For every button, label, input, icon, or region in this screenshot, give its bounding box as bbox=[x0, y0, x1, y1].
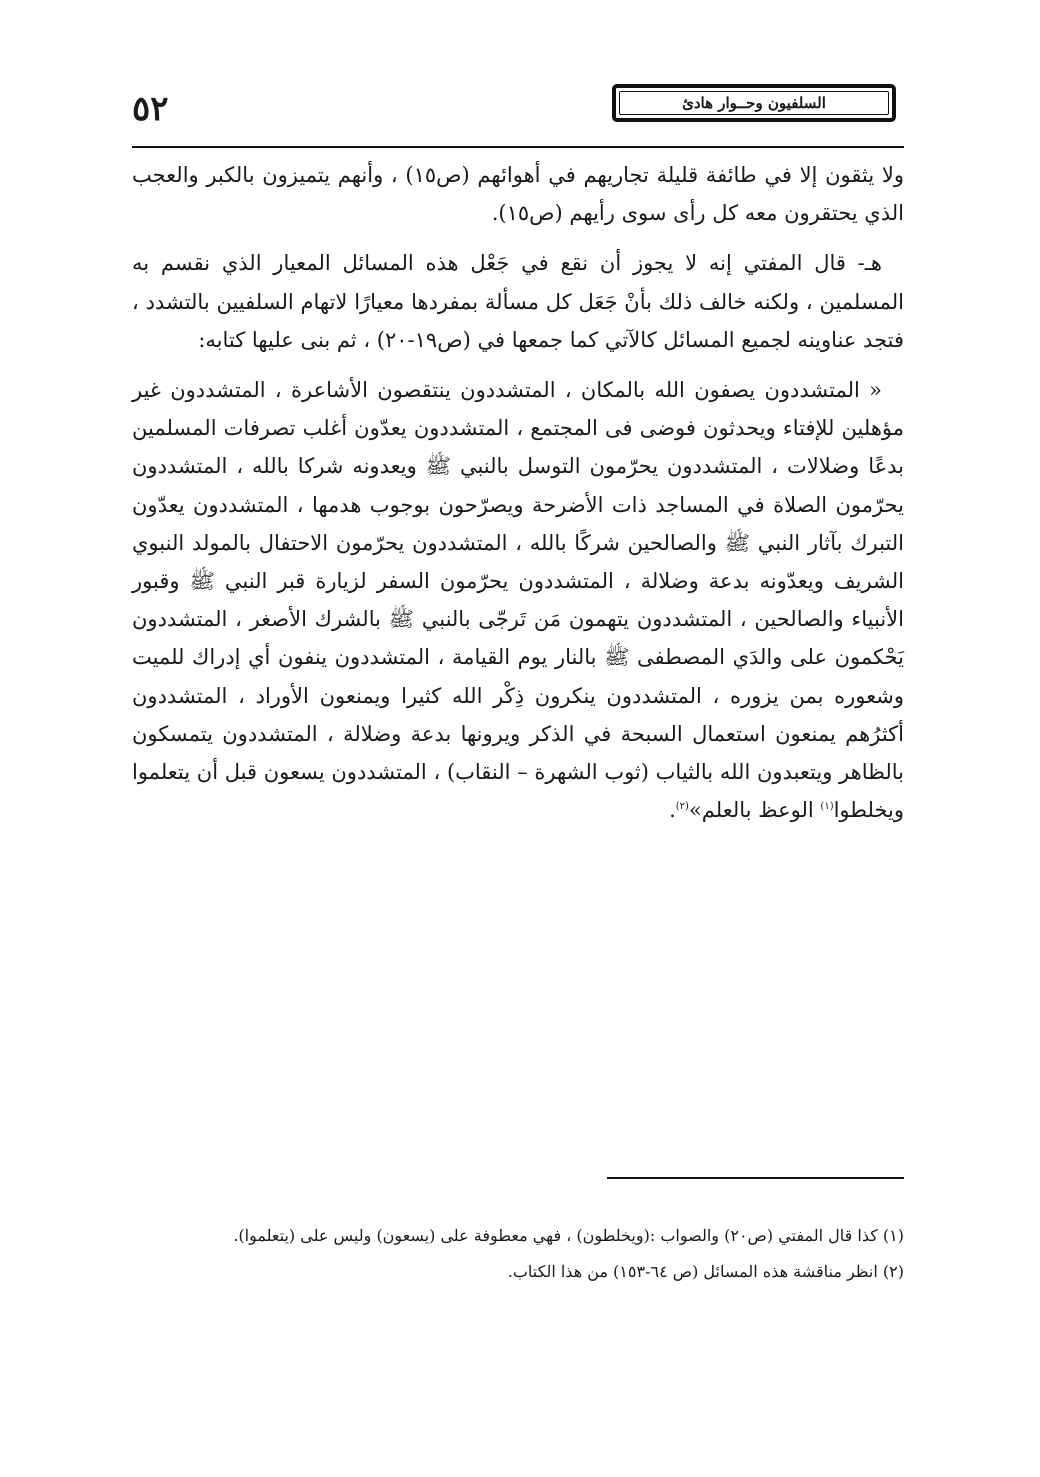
quote-tail: الوعظ بالعلم» bbox=[688, 798, 821, 823]
paragraph-point-he: هـ- قال المفتي إنه لا يجوز أن نقع في جَعْل هذه المسائل المعيار الذي نقسم به المسلمين ، ولكنه خالف ذلك بأنْ جَعَل كل مسألة بمفردها معيارًا لاتهام السلفيين بالتشدد ، فتجد عناوينه لجميع المسائل كالآتي كما جمعها في (ص١٩-٢٠) ، ثم بنى عليها كتابه: bbox=[132, 251, 904, 352]
footnote-ref-2[interactable]: (٢) bbox=[675, 801, 689, 813]
quote-end: . bbox=[669, 798, 676, 823]
footnote-divider bbox=[607, 1177, 904, 1179]
page-number: ٥٢ bbox=[132, 89, 169, 129]
footnote-ref-1[interactable]: (١) bbox=[820, 801, 834, 813]
paragraph-quote bbox=[132, 371, 904, 829]
main-text bbox=[132, 156, 904, 841]
header-divider bbox=[132, 146, 904, 148]
footnote-1: (١) كذا قال المفتي (ص٢٠) والصواب :(ويخلطون) ، فهي معطوفة على (يسعون) وليس على (يتعلموا). bbox=[233, 1226, 904, 1245]
running-title-frame bbox=[612, 84, 896, 122]
paragraph-continuation: ولا يثقون إلا في طائفة قليلة تجاريهم في أهوائهم (ص١٥) ، وأنهم يتميزون بالكبر والعجب الذي يحتقرون معه كل رأى سوى رأيهم (ص١٥). bbox=[132, 163, 904, 226]
footnote-2: (٢) انظر مناقشة هذه المسائل (ص ٦٤-١٥٣) من هذا الكتاب. bbox=[507, 1262, 904, 1281]
footnotes bbox=[132, 1218, 904, 1290]
running-title: السلفيون وحــوار هادئ bbox=[619, 91, 889, 115]
quote-text: « المتشددون يصفون الله بالمكان ، المتشددون ينتقصون الأشاعرة ، المتشددون غير مؤهلين للإفتاء ويحدثون فوضى فى المجتمع ، المتشددون يعدّون أغلب تصرفات المسلمين بدعًا وضلالات ، المتشددون يحرّمون التوسل بالنبي ﷺ ويعدونه شركا بالله ، المتشددون يحرّمون الصلاة في المساجد ذات الأضرحة ويصرّحون بوجوب هدمها ، المتشددون يعدّون التبرك بآثار النبي ﷺ والصالحين شركًا بالله ، المتشددون يحرّمون الاحتفال بالمولد النبوي الشريف ويعدّونه بدعة وضلالة ، المتشددون يحرّمون السفر لزيارة قبر النبي ﷺ وقبور الأنبياء والصالحين ، المتشددون يتهمون مَن تَرجّى بالنبي ﷺ بالشرك الأصغر ، المتشددون يَحْكمون على والدَي المصطفى ﷺ بالنار يوم القيامة ، المتشددون ينفون أي إدراك للميت وشعوره بمن يزوره ، المتشددون ينكرون ذِكْر الله كثيرا ويمنعون الأوراد ، المتشددون أكثرُهم يمنعون استعمال السبحة في الذكر ويرونها بدعة وضلالة ، المتشددون يتمسكون بالظاهر ويتعبدون الله بالثياب (ثوب الشهرة – النقاب) ، المتشددون يسعون قبل أن يتعلموا ويخلطوا bbox=[132, 378, 904, 823]
